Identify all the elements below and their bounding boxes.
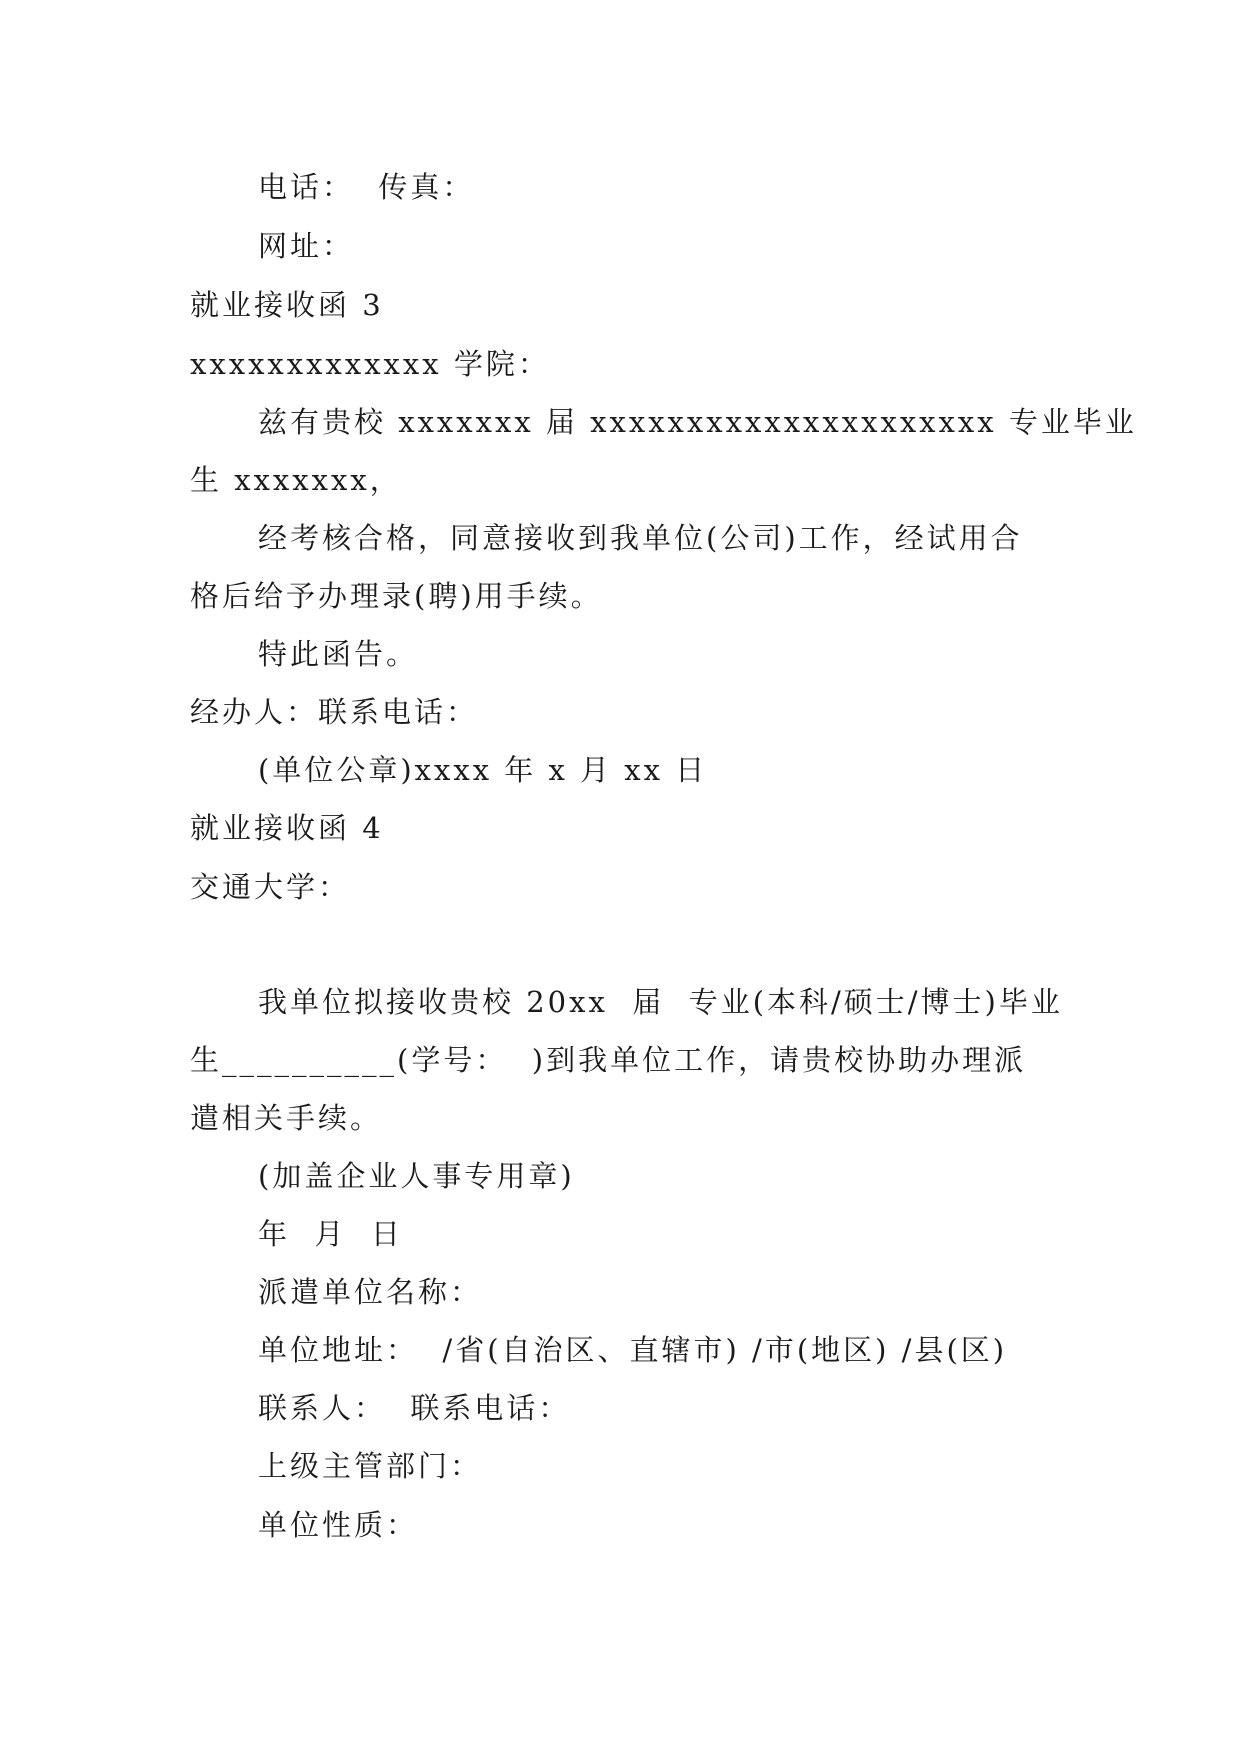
stamp-note: (加盖企业人事专用章) <box>258 1159 575 1193</box>
dispatch-unit-name: 派遣单位名称： <box>258 1275 483 1309</box>
addressee-university: 交通大学： <box>190 870 351 904</box>
supervisor-dept: 上级主管部门： <box>258 1449 483 1483</box>
body-paragraph-line: 遣相关手续。 <box>190 1101 383 1135</box>
date-line: 年 月 日 <box>258 1217 403 1251</box>
body-paragraph-line: 生__________(学号： )到我单位工作，请贵校协助办理派 <box>190 1043 1027 1077</box>
phone-fax-line: 电话： 传真： <box>258 170 475 204</box>
website-line: 网址： <box>258 229 355 263</box>
handler-contact-line: 经办人：联系电话： <box>190 695 479 729</box>
section-title-letter-4: 就业接收函 4 <box>190 811 384 845</box>
contact-person-line: 联系人： 联系电话： <box>258 1391 571 1425</box>
body-paragraph-line: 兹有贵校 xxxxxxx 届 xxxxxxxxxxxxxxxxxxxxx 专业毕业 <box>258 405 1137 439</box>
body-paragraph-line: 生 xxxxxxx， <box>190 463 402 497</box>
unit-address: 单位地址： /省(自治区、直辖市) /市(地区) /县(区) <box>258 1333 1008 1367</box>
addressee-college: xxxxxxxxxxxxx 学院： <box>190 347 550 381</box>
seal-date-line: (单位公章)xxxx 年 x 月 xx 日 <box>258 753 708 787</box>
section-title-letter-3: 就业接收函 3 <box>190 288 384 322</box>
body-paragraph-line: 我单位拟接收贵校 20xx 届 专业(本科/硕士/博士)毕业 <box>258 985 1063 1019</box>
closing-notice: 特此函告。 <box>258 637 419 671</box>
unit-nature: 单位性质： <box>258 1508 419 1542</box>
body-paragraph-line: 格后给予办理录(聘)用手续。 <box>190 579 603 613</box>
body-paragraph-line: 经考核合格，同意接收到我单位(公司)工作，经试用合 <box>258 521 1023 555</box>
